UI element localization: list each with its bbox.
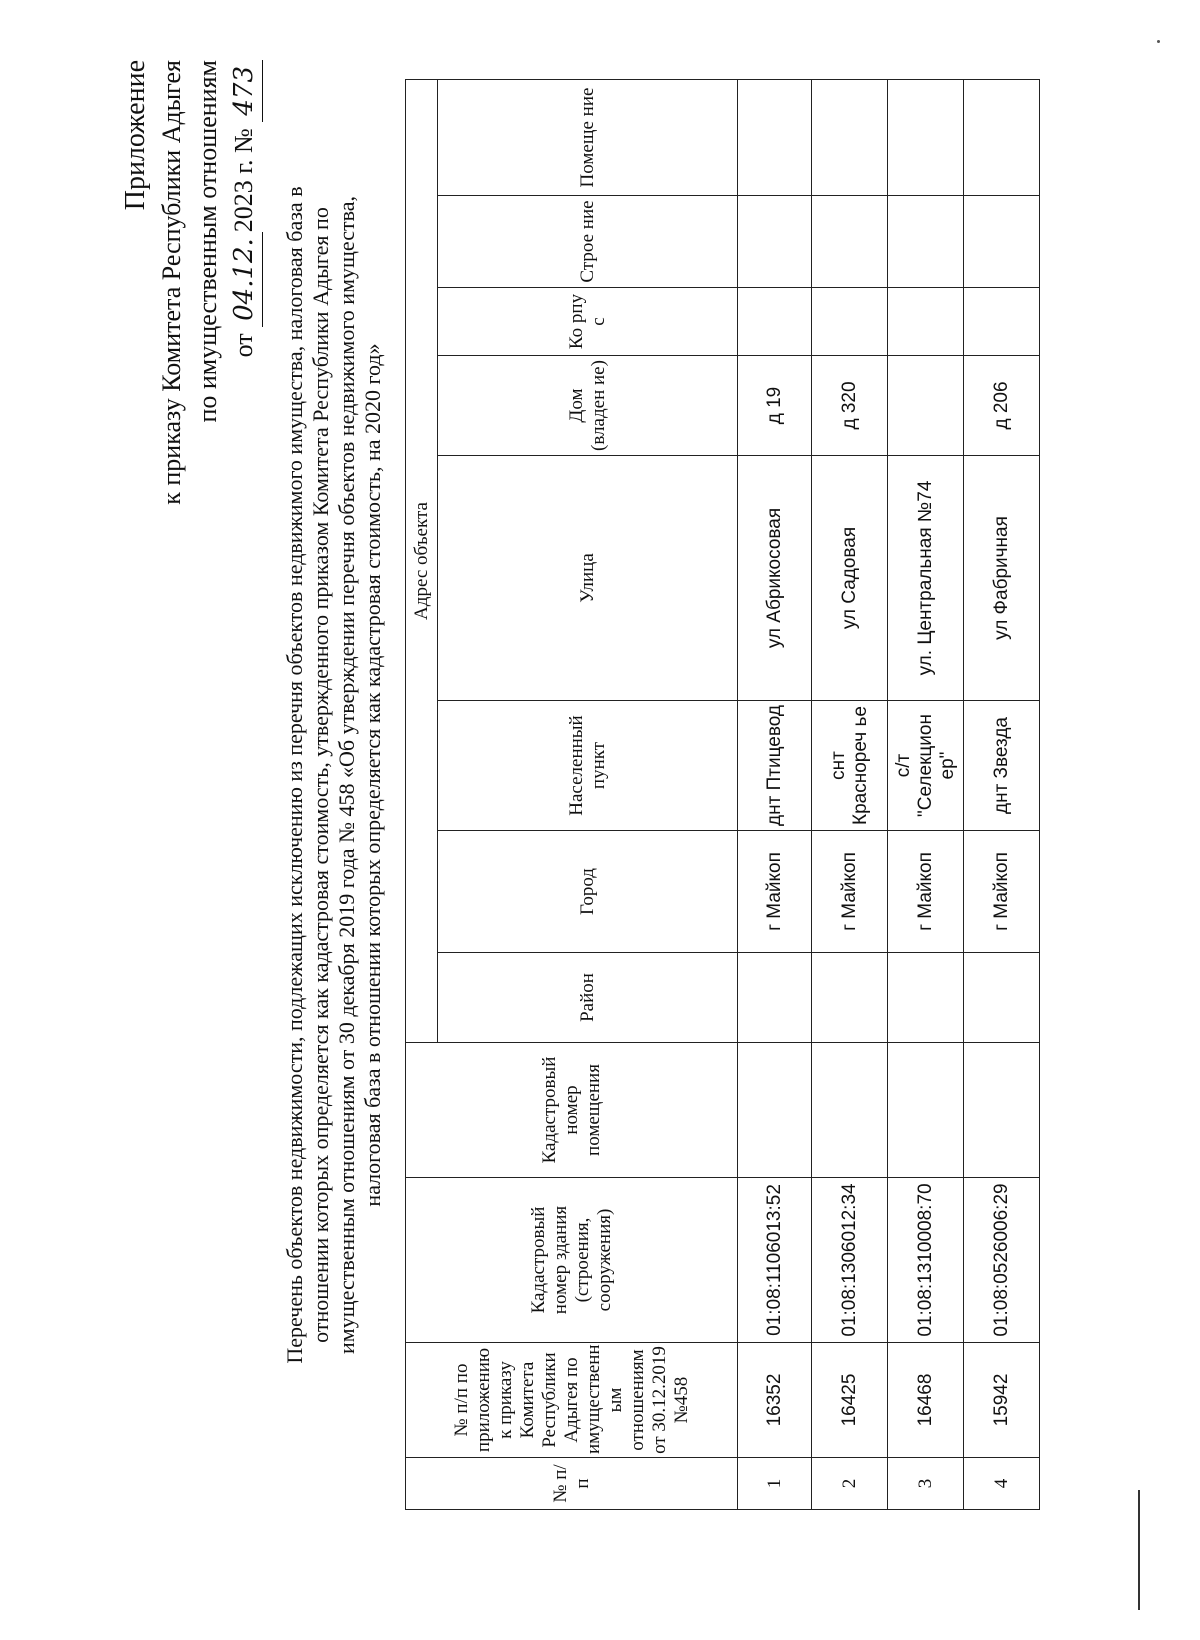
cell-room — [738, 79, 812, 195]
date-year: 2023 г. № — [229, 128, 258, 233]
cell-num: 2 — [812, 1458, 888, 1510]
cell-num: 3 — [888, 1458, 964, 1510]
cell-city: г Майкоп — [888, 831, 964, 953]
appendix-line-committee: по имущественным отношениям — [193, 60, 222, 423]
cell-building — [964, 196, 1040, 288]
cell-street: ул Абрикосовая — [738, 456, 812, 701]
appendix-header — [118, 60, 263, 505]
date-prefix: от — [229, 333, 258, 358]
cell-cad-room — [964, 1043, 1040, 1178]
cell-building — [888, 196, 964, 288]
cell-district — [812, 953, 888, 1043]
cell-district — [738, 953, 812, 1043]
cell-street: ул. Центральная №74 — [888, 456, 964, 701]
cell-street: ул Фабричная — [964, 456, 1040, 701]
cell-district — [888, 953, 964, 1043]
appendix-date-line — [226, 60, 263, 505]
cell-room — [812, 79, 888, 195]
cell-cad-building: 01:08:0526006:29 — [964, 1178, 1040, 1343]
header-locality: Населенный пункт — [438, 701, 738, 831]
table-row — [738, 79, 812, 1509]
cell-locality: днт Звезда — [964, 701, 1040, 831]
table-row — [812, 79, 888, 1509]
cell-street: ул Садовая — [812, 456, 888, 701]
cell-house — [888, 356, 964, 456]
cell-app-num: 15942 — [964, 1343, 1040, 1458]
header-city: Город — [438, 831, 738, 953]
appendix-title: Приложение — [120, 60, 151, 211]
cell-city: г Майкоп — [812, 831, 888, 953]
objects-table — [405, 79, 1040, 1510]
cell-room — [964, 79, 1040, 195]
cell-cad-room — [738, 1043, 812, 1178]
cell-app-num: 16352 — [738, 1343, 812, 1458]
cell-house: д 206 — [964, 356, 1040, 456]
cell-cad-building: 01:08:1106013:52 — [738, 1178, 812, 1343]
order-number-handwritten: 473 — [226, 60, 263, 122]
cell-building — [738, 196, 812, 288]
cell-house: д 320 — [812, 356, 888, 456]
cell-korpus — [964, 288, 1040, 356]
scan-dot — [1157, 40, 1160, 43]
cell-house: д 19 — [738, 356, 812, 456]
header-korpus: Ко рпу с — [438, 288, 738, 356]
cell-building — [812, 196, 888, 288]
cell-city: г Майкоп — [738, 831, 812, 953]
header-room: Помеще ние — [438, 79, 738, 195]
cell-app-num: 16468 — [888, 1343, 964, 1458]
table-row — [964, 79, 1040, 1509]
cell-room — [888, 79, 964, 195]
scan-edge-mark — [1138, 1490, 1140, 1610]
cell-cad-room — [812, 1043, 888, 1178]
cell-korpus — [888, 288, 964, 356]
cell-cad-building: 01:08:1306012:34 — [812, 1178, 888, 1343]
cell-city: г Майкоп — [964, 831, 1040, 953]
table-row — [888, 79, 964, 1509]
document-title: Перечень объектов недвижимости, подлежащих исключению из перечня объектов недвижимого имущества, налоговая база в отношении которых определяется как кадастровая стоимость, утвержденного приказом Комитета Республики Адыгея по имущественным отношениям от 30 декабря 2019 года № 458 «Об утверждении перечня объектов недвижимого имущества, налоговая база в отношении которых определяется как кадастровая стоимость, на 2020 год» — [282, 186, 385, 1364]
header-address: Адрес объекта — [406, 79, 438, 1042]
cell-num: 1 — [738, 1458, 812, 1510]
header-street: Улица — [438, 456, 738, 701]
header-district: Район — [438, 953, 738, 1043]
cell-district — [964, 953, 1040, 1043]
date-handwritten: 04.12. — [226, 232, 263, 327]
cell-cad-room — [888, 1043, 964, 1178]
cell-korpus — [738, 288, 812, 356]
cell-num: 4 — [964, 1458, 1040, 1510]
header-building: Строе ние — [438, 196, 738, 288]
cell-korpus — [812, 288, 888, 356]
header-cad-building: Кадастровый номер здания (строения, сооружения) — [406, 1178, 738, 1343]
header-cad-room: Кадастровый номер помещения — [406, 1043, 738, 1178]
cell-locality: снт Краснореч ье — [812, 701, 888, 831]
header-app-num: № п/п по приложению к приказу Комитета Республики Адыгея по имущественн ым отношениям от 30.12.2019 №458 — [406, 1343, 738, 1458]
appendix-line-order: к приказу Комитета Республики Адыгея — [157, 60, 186, 505]
cell-locality: с/т "Селекцион ер" — [888, 701, 964, 831]
cell-cad-building: 01:08:1310008:70 — [888, 1178, 964, 1343]
cell-app-num: 16425 — [812, 1343, 888, 1458]
cell-locality: днт Птицевод — [738, 701, 812, 831]
header-num: № п/п — [406, 1458, 738, 1510]
header-house: Дом (владен ие) — [438, 356, 738, 456]
